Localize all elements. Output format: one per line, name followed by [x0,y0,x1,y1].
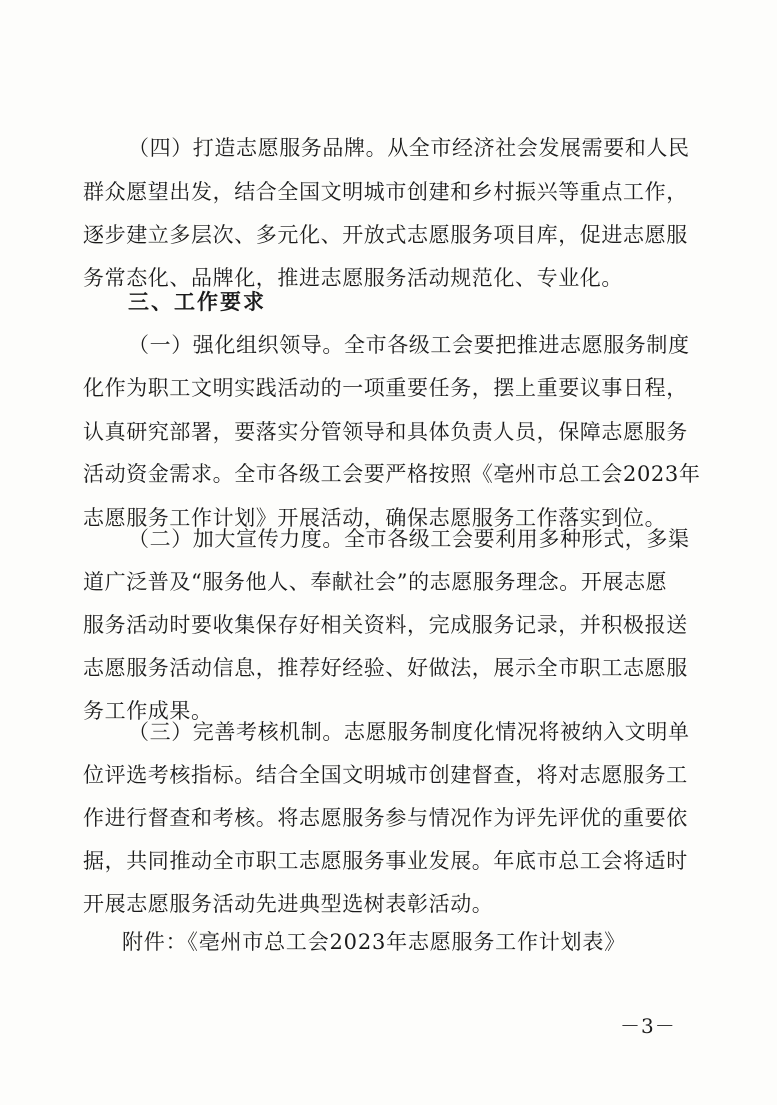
req2-line-1: （二）加大宣传力度。全市各级工会要利用多种形式，多渠 [128,527,690,551]
req1-line-5: 志愿服务工作计划》开展活动，确保志愿服务工作落实到位。 [83,506,667,530]
req1-line-1: （一）强化组织领导。全市各级工会要把推进志愿服务制度 [128,333,690,357]
req2-line-4: 志愿服务活动信息，推荐好经验、好做法，展示全市职工志愿服 [83,656,688,680]
page-number: －3－ [620,1014,676,1038]
req3-line-2: 位评选考核指标。结合全国文明城市创建督查，将对志愿服务工 [83,763,688,787]
req1-line-2: 化作为职工文明实践活动的一项重要任务，摆上重要议事日程， [83,376,688,400]
req2-line-3: 服务活动时要收集保存好相关资料，完成服务记录，并积极报送 [83,613,688,637]
req2-line-2: 道广泛普及“服务他人、奉献社会”的志愿服务理念。开展志愿 [83,570,668,594]
attachment-line: 附件：《亳州市总工会2023年志愿服务工作计划表》 [122,930,626,954]
section4-line-3: 逐步建立多层次、多元化、开放式志愿服务项目库，促进志愿服 [83,223,688,247]
req3-line-5: 开展志愿服务活动先进典型选树表彰活动。 [83,892,494,916]
req2-line-5: 务工作成果。 [83,699,213,723]
req3-line-1: （三）完善考核机制。志愿服务制度化情况将被纳入文明单 [128,720,690,744]
req1-line-4: 活动资金需求。全市各级工会要严格按照《亳州市总工会2023年 [83,462,701,486]
req1-line-3: 认真研究部署，要落实分管领导和具体负责人员，保障志愿服务 [83,420,688,444]
section4-line-1: （四）打造志愿服务品牌。从全市经济社会发展需要和人民 [128,136,690,160]
req3-line-3: 作进行督查和考核。将志愿服务参与情况作为评先评优的重要依 [83,806,688,830]
section4-line-2: 群众愿望出发，结合全国文明城市创建和乡村振兴等重点工作， [83,180,688,204]
req3-line-4: 据，共同推动全市职工志愿服务事业发展。年底市总工会将适时 [83,849,688,873]
section-heading: 三、工作要求 [128,290,266,314]
section4-line-4: 务常态化、品牌化，推进志愿服务活动规范化、专业化。 [83,266,623,290]
